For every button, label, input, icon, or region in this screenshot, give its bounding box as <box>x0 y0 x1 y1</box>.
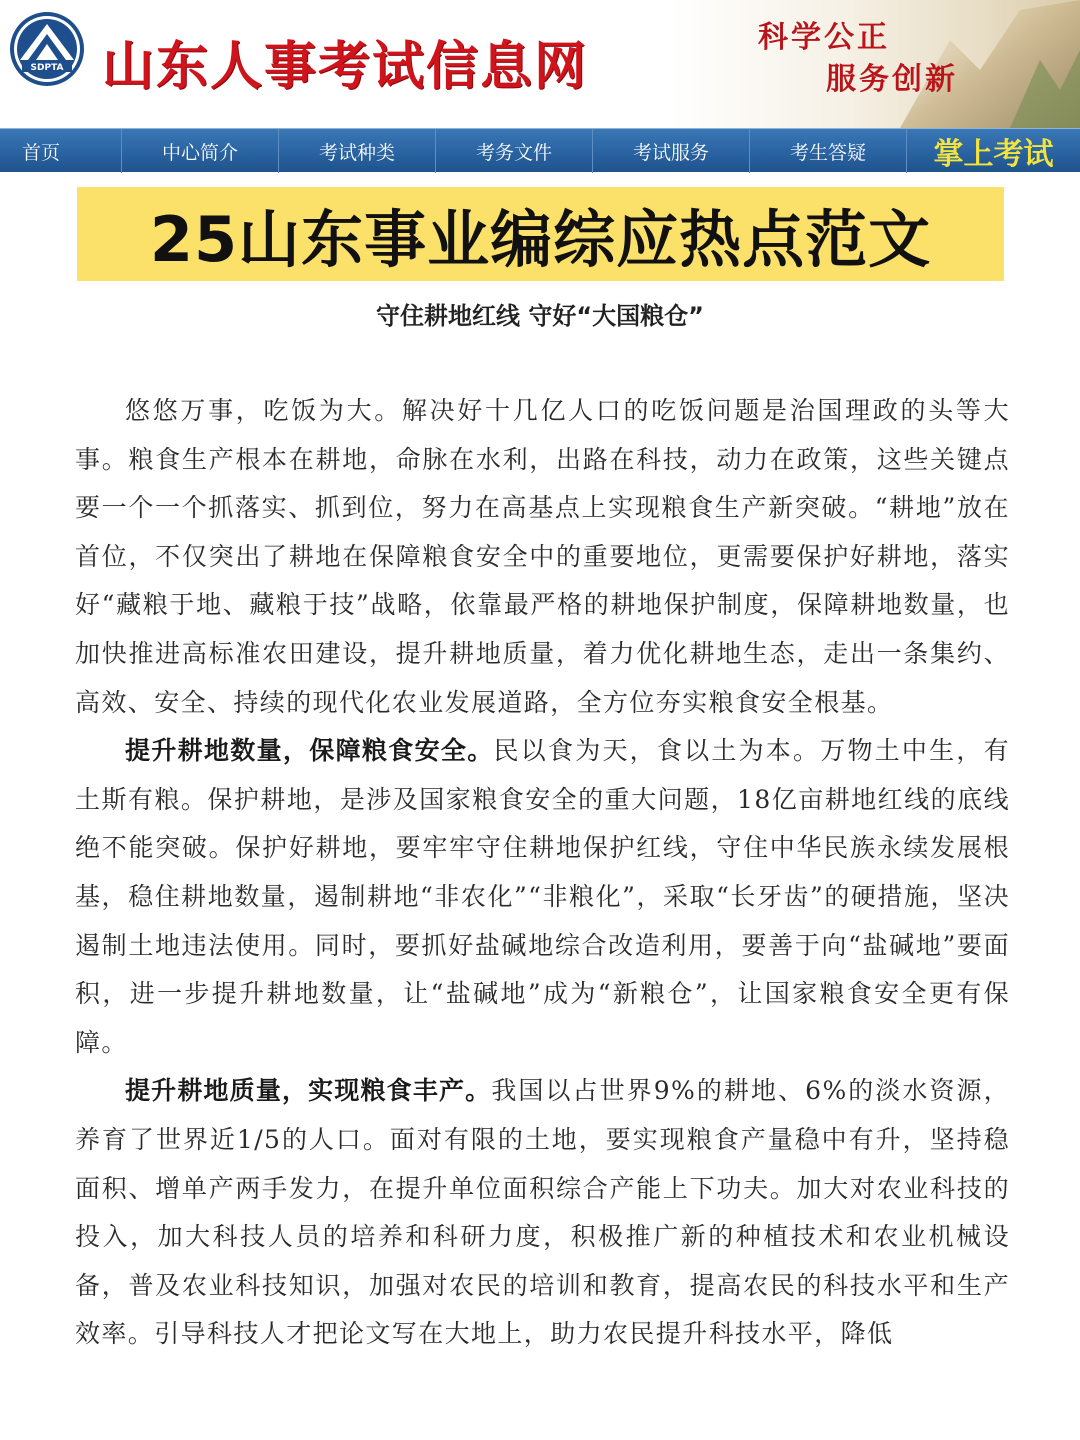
nav-item-exam-documents[interactable]: 考务文件 <box>436 129 593 173</box>
nav-item-faq[interactable]: 考生答疑 <box>750 129 907 173</box>
main-nav <box>0 128 1080 172</box>
article-body <box>75 387 1010 1359</box>
nav-item-about[interactable]: 中心简介 <box>122 129 279 173</box>
paragraph-2-body: 民以食为天，食以土为本。万物土中生，有土斯有粮。保护耕地，是涉及国家粮食安全的重大问题，18亿亩耕地红线的底线绝不能突破。保护好耕地，要牢牢守住耕地保护红线，守住中华民族永续发展根基，稳住耕地数量，遏制耕地“非农化”“非粮化”，采取“长牙齿”的硬措施，坚决遏制土地违法使用。同时，要抓好盐碱地综合改造利用，要善于向“盐碱地”要面积，进一步提升耕地数量，让“盐碱地”成为“新粮仓”，让国家粮食安全更有保障。 <box>75 736 1010 1057</box>
nav-item-exam-services[interactable]: 考试服务 <box>593 129 750 173</box>
slogan-line-1: 科学公正 <box>758 20 890 55</box>
paragraph-2-lead: 提升耕地数量，保障粮食安全。 <box>125 736 494 766</box>
nav-item-home[interactable]: 首页 <box>0 129 122 173</box>
paragraph-3-lead: 提升耕地质量，实现粮食丰产。 <box>125 1076 492 1106</box>
slogan-line-2: 服务创新 <box>826 62 958 97</box>
nav-item-exam-types[interactable]: 考试种类 <box>279 129 436 173</box>
nav-item-mobile-exam[interactable]: 掌上考试 <box>933 137 1054 172</box>
site-title[interactable]: 山东人事考试信息网 <box>102 37 589 97</box>
paragraph-1: 悠悠万事，吃饭为大。解决好十几亿人口的吃饭问题是治国理政的头等大事。粮食生产根本在耕地，命脉在水利，出路在科技，动力在政策，这些关键点要一个一个抓落实、抓到位，努力在高基点上实现粮食生产新突破。“耕地”放在首位，不仅突出了耕地在保障粮食安全中的重要地位，更需要保护好耕地，落实好“藏粮于地、藏粮于技”战略，依靠最严格的耕地保护制度，保障耕地数量，也加快推进高标准农田建设，提升耕地质量，着力优化耕地生态，走出一条集约、高效、安全、持续的现代化农业发展道路，全方位夯实粮食安全根基。 <box>75 396 1010 717</box>
site-header <box>0 0 1080 128</box>
article-subtitle: 守住耕地红线 守好“大国粮仓” <box>376 302 704 330</box>
page-headline: 25山东事业编综应热点范文 <box>77 187 1004 281</box>
paragraph-3 <box>75 1067 1010 1359</box>
paragraph-2 <box>75 727 1010 1067</box>
paragraph-3-body: 我国以占世界9%的耕地、6%的淡水资源，养育了世界近1/5的人口。面对有限的土地，要实现粮食产量稳中有升，坚持稳面积、增单产两手发力，在提升单位面积综合产能上下功夫。加大对农业科技的投入，加大科技人员的培养和科研力度，积极推广新的种植技术和农业机械设备，普及农业科技知识，加强对农民的培训和教育，提高农民的科技水平和生产效率。引导科技人才把论文写在大地上，助力农民提升科技水平，降低 <box>75 1076 1010 1349</box>
sdpta-logo-icon[interactable] <box>8 10 86 88</box>
logo-text: SDPTA <box>30 63 64 73</box>
